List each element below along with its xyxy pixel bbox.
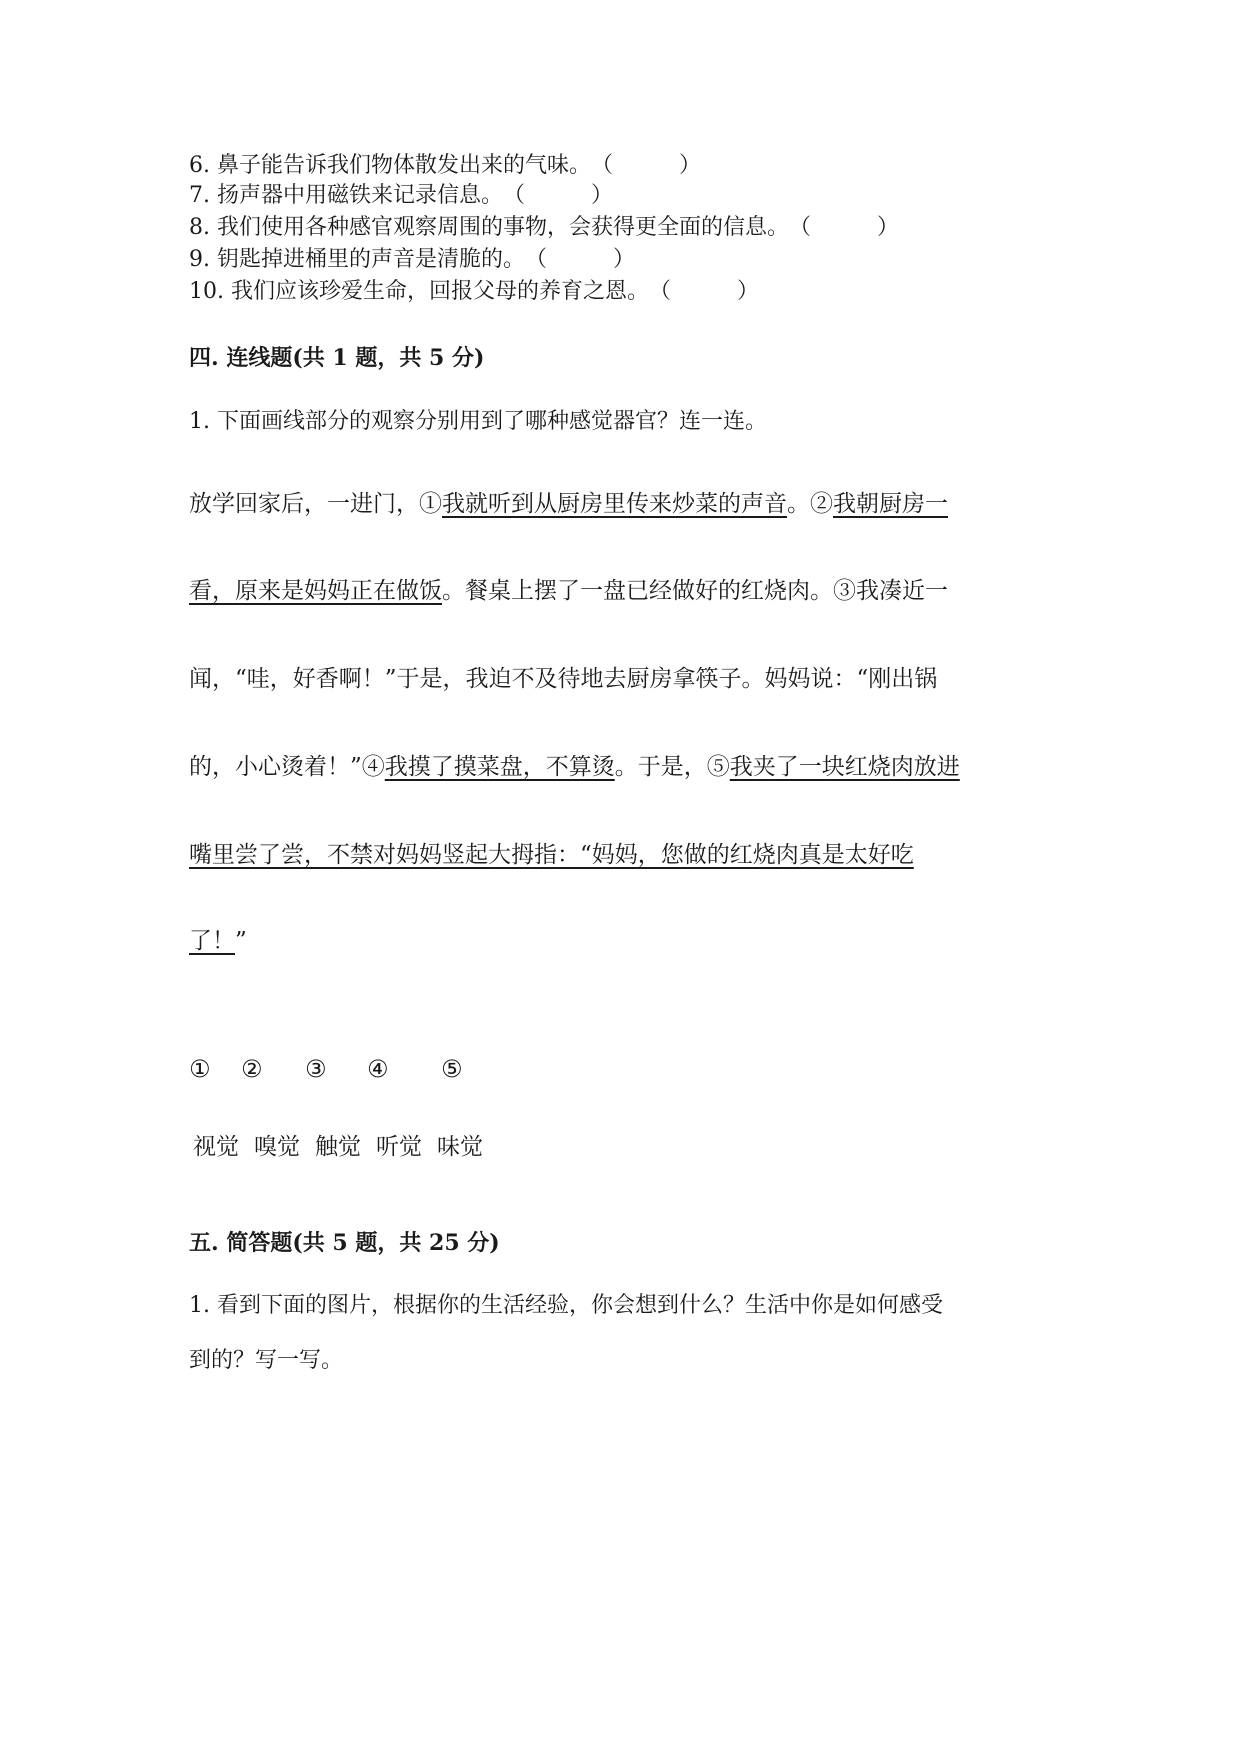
- section-5-question-line-1: 1. 看到下面的图片，根据你的生活经验，你会想到什么？生活中你是如何感受: [189, 1293, 943, 1318]
- match-point-2[interactable]: ②: [241, 1055, 263, 1083]
- match-point-5[interactable]: ⑤: [441, 1055, 463, 1083]
- underlined-phrase-5-end: 了！: [189, 928, 235, 954]
- story-line-2: [189, 574, 948, 608]
- sense-vision[interactable]: 视觉: [193, 1134, 239, 1160]
- tf-item-text: 9. 钥匙掉进桶里的声音是清脆的。: [189, 247, 525, 272]
- underlined-phrase-1: 我就听到从厨房里传来炒菜的声音: [442, 491, 787, 517]
- section-5-question-line-2: 到的？写一写。: [189, 1348, 344, 1373]
- matching-numbers-row: [189, 1055, 549, 1091]
- underlined-phrase-2-cont: 看，原来是妈妈正在做饭: [189, 578, 442, 604]
- story-text: 。于是，⑤: [614, 754, 730, 780]
- matching-senses-row: [193, 1128, 498, 1164]
- story-text: 的，小心烫着！”④: [189, 754, 385, 780]
- story-text: ”: [235, 928, 247, 954]
- story-text: 。②: [787, 491, 833, 517]
- tf-item-9: [189, 244, 635, 276]
- answer-parentheses[interactable]: （ ）: [591, 153, 702, 178]
- section-4-question: 1. 下面画线部分的观察分别用到了哪种感觉器官？连一连。: [189, 409, 767, 434]
- match-point-4[interactable]: ④: [367, 1055, 389, 1083]
- story-line-4: [189, 750, 960, 784]
- answer-parentheses[interactable]: （ ）: [525, 247, 636, 272]
- sense-hearing[interactable]: 听觉: [376, 1134, 422, 1160]
- tf-item-text: 8. 我们使用各种感官观察周围的事物，会获得更全面的信息。: [189, 215, 789, 240]
- underlined-phrase-5: 我夹了一块红烧肉放进: [729, 754, 960, 780]
- answer-parentheses[interactable]: （ ）: [648, 279, 759, 304]
- tf-item-text: 10. 我们应该珍爱生命，回报父母的养育之恩。: [189, 279, 649, 304]
- tf-item-10: [189, 276, 759, 308]
- story-text: 放学回家后，一进门，①: [189, 491, 442, 517]
- story-text: 。餐桌上摆了一盘已经做好的红烧肉。③我凑近一: [442, 578, 948, 604]
- underlined-phrase-2: 我朝厨房一: [833, 491, 948, 517]
- sense-taste[interactable]: 味觉: [437, 1134, 483, 1160]
- sense-touch[interactable]: 触觉: [315, 1134, 361, 1160]
- story-line-3: 闻，“哇，好香啊！”于是，我迫不及待地去厨房拿筷子。妈妈说：“刚出锅: [189, 666, 938, 692]
- match-point-3[interactable]: ③: [305, 1055, 327, 1083]
- underlined-phrase-4: 我摸了摸菜盘，不算烫: [384, 754, 615, 780]
- tf-item-6: [189, 150, 701, 182]
- tf-item-text: 6. 鼻子能告诉我们物体散发出来的气味。: [189, 153, 591, 178]
- match-point-1[interactable]: ①: [189, 1055, 211, 1083]
- section-5-title: 五. 简答题(共 5 题，共 25 分): [189, 1230, 500, 1256]
- tf-item-text: 7. 扬声器中用磁铁来记录信息。: [189, 183, 503, 208]
- tf-item-8: [189, 212, 899, 244]
- story-line-6: [189, 924, 247, 958]
- section-4-title: 四. 连线题(共 1 题，共 5 分): [189, 345, 485, 371]
- story-line-5: 嘴里尝了尝，不禁对妈妈竖起大拇指：“妈妈，您做的红烧肉真是太好吃: [189, 842, 914, 868]
- answer-parentheses[interactable]: （ ）: [789, 215, 900, 240]
- story-line-1: [189, 487, 948, 521]
- answer-parentheses[interactable]: （ ）: [502, 183, 613, 208]
- tf-item-7: [189, 180, 613, 212]
- sense-smell[interactable]: 嗅觉: [254, 1134, 300, 1160]
